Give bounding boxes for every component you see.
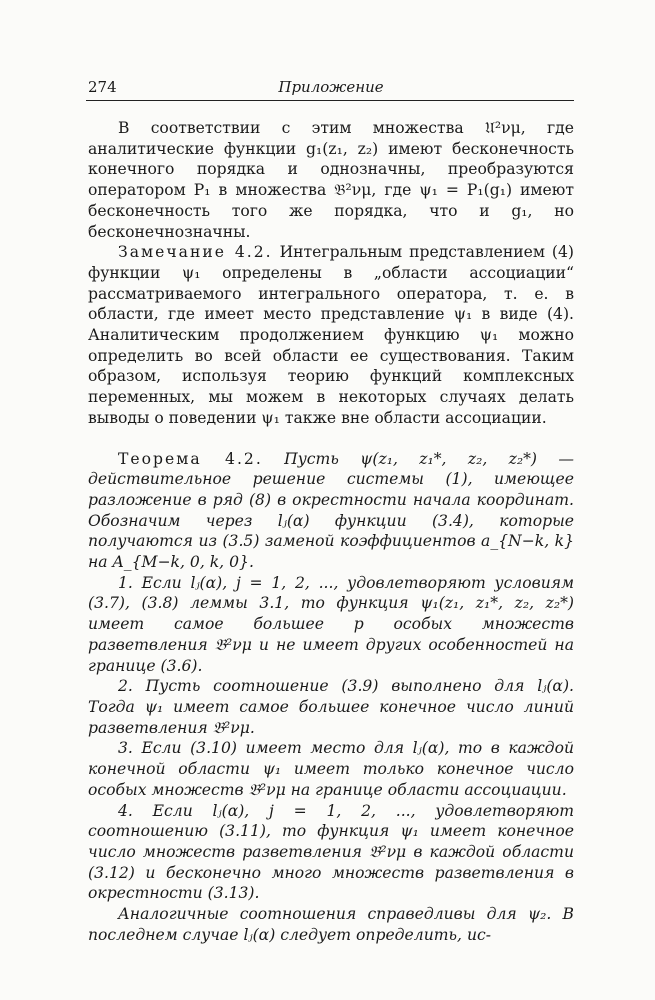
- theorem-item: 4. Если lⱼ(α), j = 1, 2, ..., удовлетворяют соотношению (3.11), то функция ψ₁ имеет конечное число множеств разветвления 𝔅²νμ в каждой области (3.12) и бесконечно много множеств разветвления в окрестности (3.13).: [88, 801, 574, 903]
- header-rule: [86, 100, 574, 101]
- theorem-item: 3. Если (3.10) имеет место для lⱼ(α), то в каждой конечной области ψ₁ имеет только конечное число особых множеств 𝔅²νμ на границе области ассоциации.: [88, 739, 574, 799]
- theorem-statement: [88, 449, 574, 573]
- section-gap: [88, 429, 574, 449]
- theorem-item: 2. Пусть соотношение (3.9) выполнено для lⱼ(α). Тогда ψ₁ имеет самое большее конечное число линий разветвления 𝔅²νμ.: [88, 677, 574, 737]
- theorem-item: 1. Если lⱼ(α), j = 1, 2, ..., удовлетворяют условиям (3.7), (3.8) леммы 3.1, то функция ψ₁(z₁, z₁*, z₂, z₂*) имеет самое большее p особых множеств разветвления 𝔅²νμ и не имеет других особенностей на границе (3.6).: [88, 573, 574, 675]
- running-title: Приложение: [278, 78, 384, 96]
- theorem-intro: Пусть ψ(z₁, z₁*, z₂, z₂*) — действительное решение системы (1), имеющее разложение в ряд (8) в окрестности начала координат. Обозначим через lⱼ(α) функции (3.4), которые получаются из (3.5) заменой коэффициентов a_{N−k, k} на A_{M−k, 0, k, 0}.: [88, 449, 574, 572]
- remark-paragraph: [88, 242, 574, 428]
- remark-text: Интегральным представлением (4) функции ψ₁ определены в „области ассоциации“ рассматриваемого интегрального оператора, т. е. в области, где имеет место представление ψ₁ в виде (4). Аналитическим продолжением функцию ψ₁ можно определить во всей области ее существования. Таким образом, используя теорию функций комплексных переменных, мы можем в некоторых случаях делать выводы о поведении ψ₁ также вне области ассоциации.: [88, 243, 574, 427]
- page-number: 274: [88, 78, 117, 96]
- page-body: [88, 118, 574, 945]
- theorem-closing: Аналогичные соотношения справедливы для ψ₂. В последнем случае lⱼ(α) следует определить, ис-: [88, 905, 574, 944]
- theorem-label: Теорема 4.2.: [118, 449, 263, 468]
- paragraph: В соответствии с этим множества 𝔘²νμ, где аналитические функции g₁(z₁, z₂) имеют бесконечность конечного порядка и однозначны, преобразуются оператором P₁ в множества 𝔅²νμ, где ψ₁ = P₁(g₁) имеют бесконечность того же порядка, что и g₁, но бесконечнозначны.: [88, 119, 574, 241]
- page-header: [88, 78, 574, 98]
- remark-label: Замечание 4.2.: [118, 243, 273, 262]
